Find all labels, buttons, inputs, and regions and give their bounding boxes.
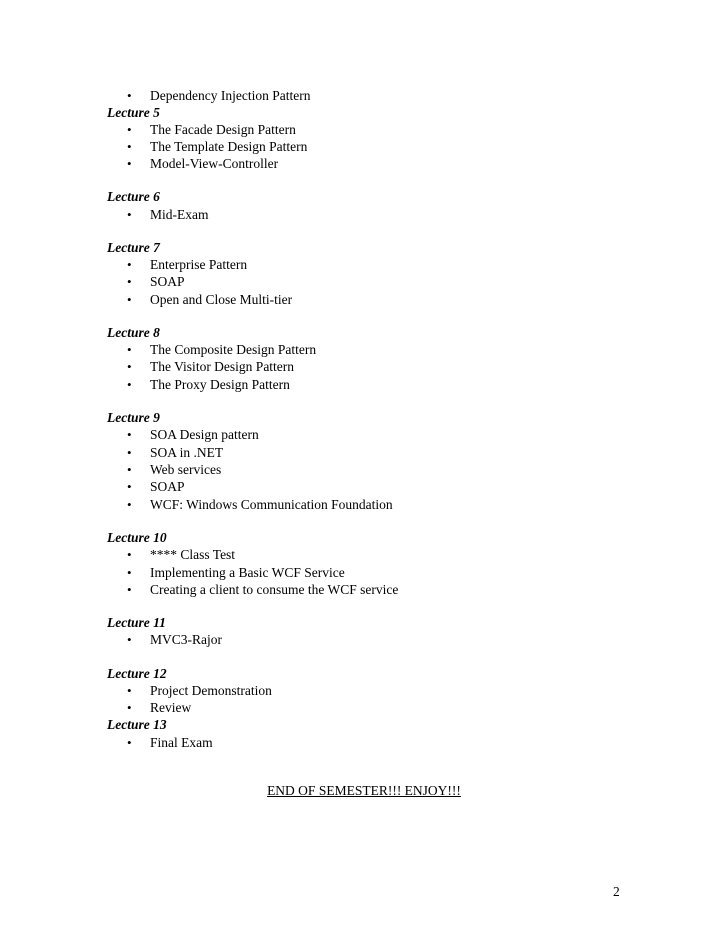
list-item xyxy=(127,376,290,393)
list-item xyxy=(127,581,398,598)
bullet-icon: • xyxy=(127,735,132,750)
bullet-icon: • xyxy=(127,88,132,103)
list-item-text: SOA in .NET xyxy=(150,445,224,460)
lecture-heading: Lecture 12 xyxy=(107,666,167,681)
list-item-text: The Facade Design Pattern xyxy=(150,122,296,137)
list-item xyxy=(127,341,316,358)
bullet-icon: • xyxy=(127,700,132,715)
list-item-text: Enterprise Pattern xyxy=(150,257,248,272)
list-item xyxy=(127,426,259,443)
bullet-icon: • xyxy=(127,274,132,289)
lecture-heading: Lecture 13 xyxy=(107,717,167,732)
list-item-text: **** Class Test xyxy=(150,547,236,562)
list-item-text: SOA Design pattern xyxy=(150,427,259,442)
list-item-text: Project Demonstration xyxy=(150,683,272,698)
list-item xyxy=(127,699,191,716)
bullet-icon: • xyxy=(127,445,132,460)
list-item xyxy=(127,734,213,751)
bullet-icon: • xyxy=(127,342,132,357)
list-item-text: The Proxy Design Pattern xyxy=(150,377,290,392)
bullet-icon: • xyxy=(127,632,132,647)
list-item xyxy=(127,256,247,273)
list-item xyxy=(127,546,235,563)
bullet-icon: • xyxy=(127,565,132,580)
list-item-text: SOAP xyxy=(150,479,185,494)
bullet-icon: • xyxy=(127,547,132,562)
lecture-heading: Lecture 8 xyxy=(107,325,160,340)
lecture-heading: Lecture 9 xyxy=(107,410,160,425)
list-item-text: WCF: Windows Communication Foundation xyxy=(150,497,393,512)
list-item xyxy=(127,478,185,495)
bullet-icon: • xyxy=(127,122,132,137)
list-item xyxy=(127,206,209,223)
list-item-text: Web services xyxy=(150,462,222,477)
bullet-icon: • xyxy=(127,359,132,374)
list-item xyxy=(127,444,223,461)
list-item-text: Review xyxy=(150,700,192,715)
bullet-icon: • xyxy=(127,377,132,392)
bullet-icon: • xyxy=(127,139,132,154)
list-item-text: Open and Close Multi-tier xyxy=(150,292,293,307)
list-item xyxy=(127,291,292,308)
bullet-icon: • xyxy=(127,497,132,512)
closing-line xyxy=(0,782,728,799)
list-item xyxy=(127,682,272,699)
bullet-icon: • xyxy=(127,479,132,494)
lecture-heading: Lecture 10 xyxy=(107,530,167,545)
bullet-icon: • xyxy=(127,207,132,222)
list-item-text: Model-View-Controller xyxy=(150,156,279,171)
list-item-text: Creating a client to consume the WCF service xyxy=(150,582,399,597)
list-item-text: Dependency Injection Pattern xyxy=(150,88,311,103)
bullet-icon: • xyxy=(127,156,132,171)
list-item-text: The Template Design Pattern xyxy=(150,139,308,154)
list-item xyxy=(127,564,345,581)
list-item-text: The Visitor Design Pattern xyxy=(150,359,295,374)
list-item-text: SOAP xyxy=(150,274,185,289)
bullet-icon: • xyxy=(127,582,132,597)
page-number: 2 xyxy=(613,884,620,899)
list-item xyxy=(127,496,393,513)
bullet-icon: • xyxy=(127,462,132,477)
list-item-text: MVC3-Rajor xyxy=(150,632,222,647)
list-item xyxy=(127,631,222,648)
bullet-icon: • xyxy=(127,292,132,307)
lecture-heading: Lecture 7 xyxy=(107,240,160,255)
list-item-text: Final Exam xyxy=(150,735,213,750)
bullet-icon: • xyxy=(127,257,132,272)
list-item xyxy=(127,87,310,104)
list-item xyxy=(127,121,296,138)
lecture-heading: Lecture 6 xyxy=(107,189,160,204)
list-item-text: Mid-Exam xyxy=(150,207,209,222)
lecture-heading: Lecture 11 xyxy=(107,615,166,630)
bullet-icon: • xyxy=(127,683,132,698)
list-item-text: Implementing a Basic WCF Service xyxy=(150,565,345,580)
bullet-icon: • xyxy=(127,427,132,442)
list-item xyxy=(127,155,278,172)
list-item-text: The Composite Design Pattern xyxy=(150,342,317,357)
list-item xyxy=(127,358,294,375)
list-item xyxy=(127,138,307,155)
lecture-heading: Lecture 5 xyxy=(107,105,160,120)
list-item xyxy=(127,461,221,478)
closing-text: END OF SEMESTER!!! ENJOY!!! xyxy=(267,783,461,798)
list-item xyxy=(127,273,185,290)
